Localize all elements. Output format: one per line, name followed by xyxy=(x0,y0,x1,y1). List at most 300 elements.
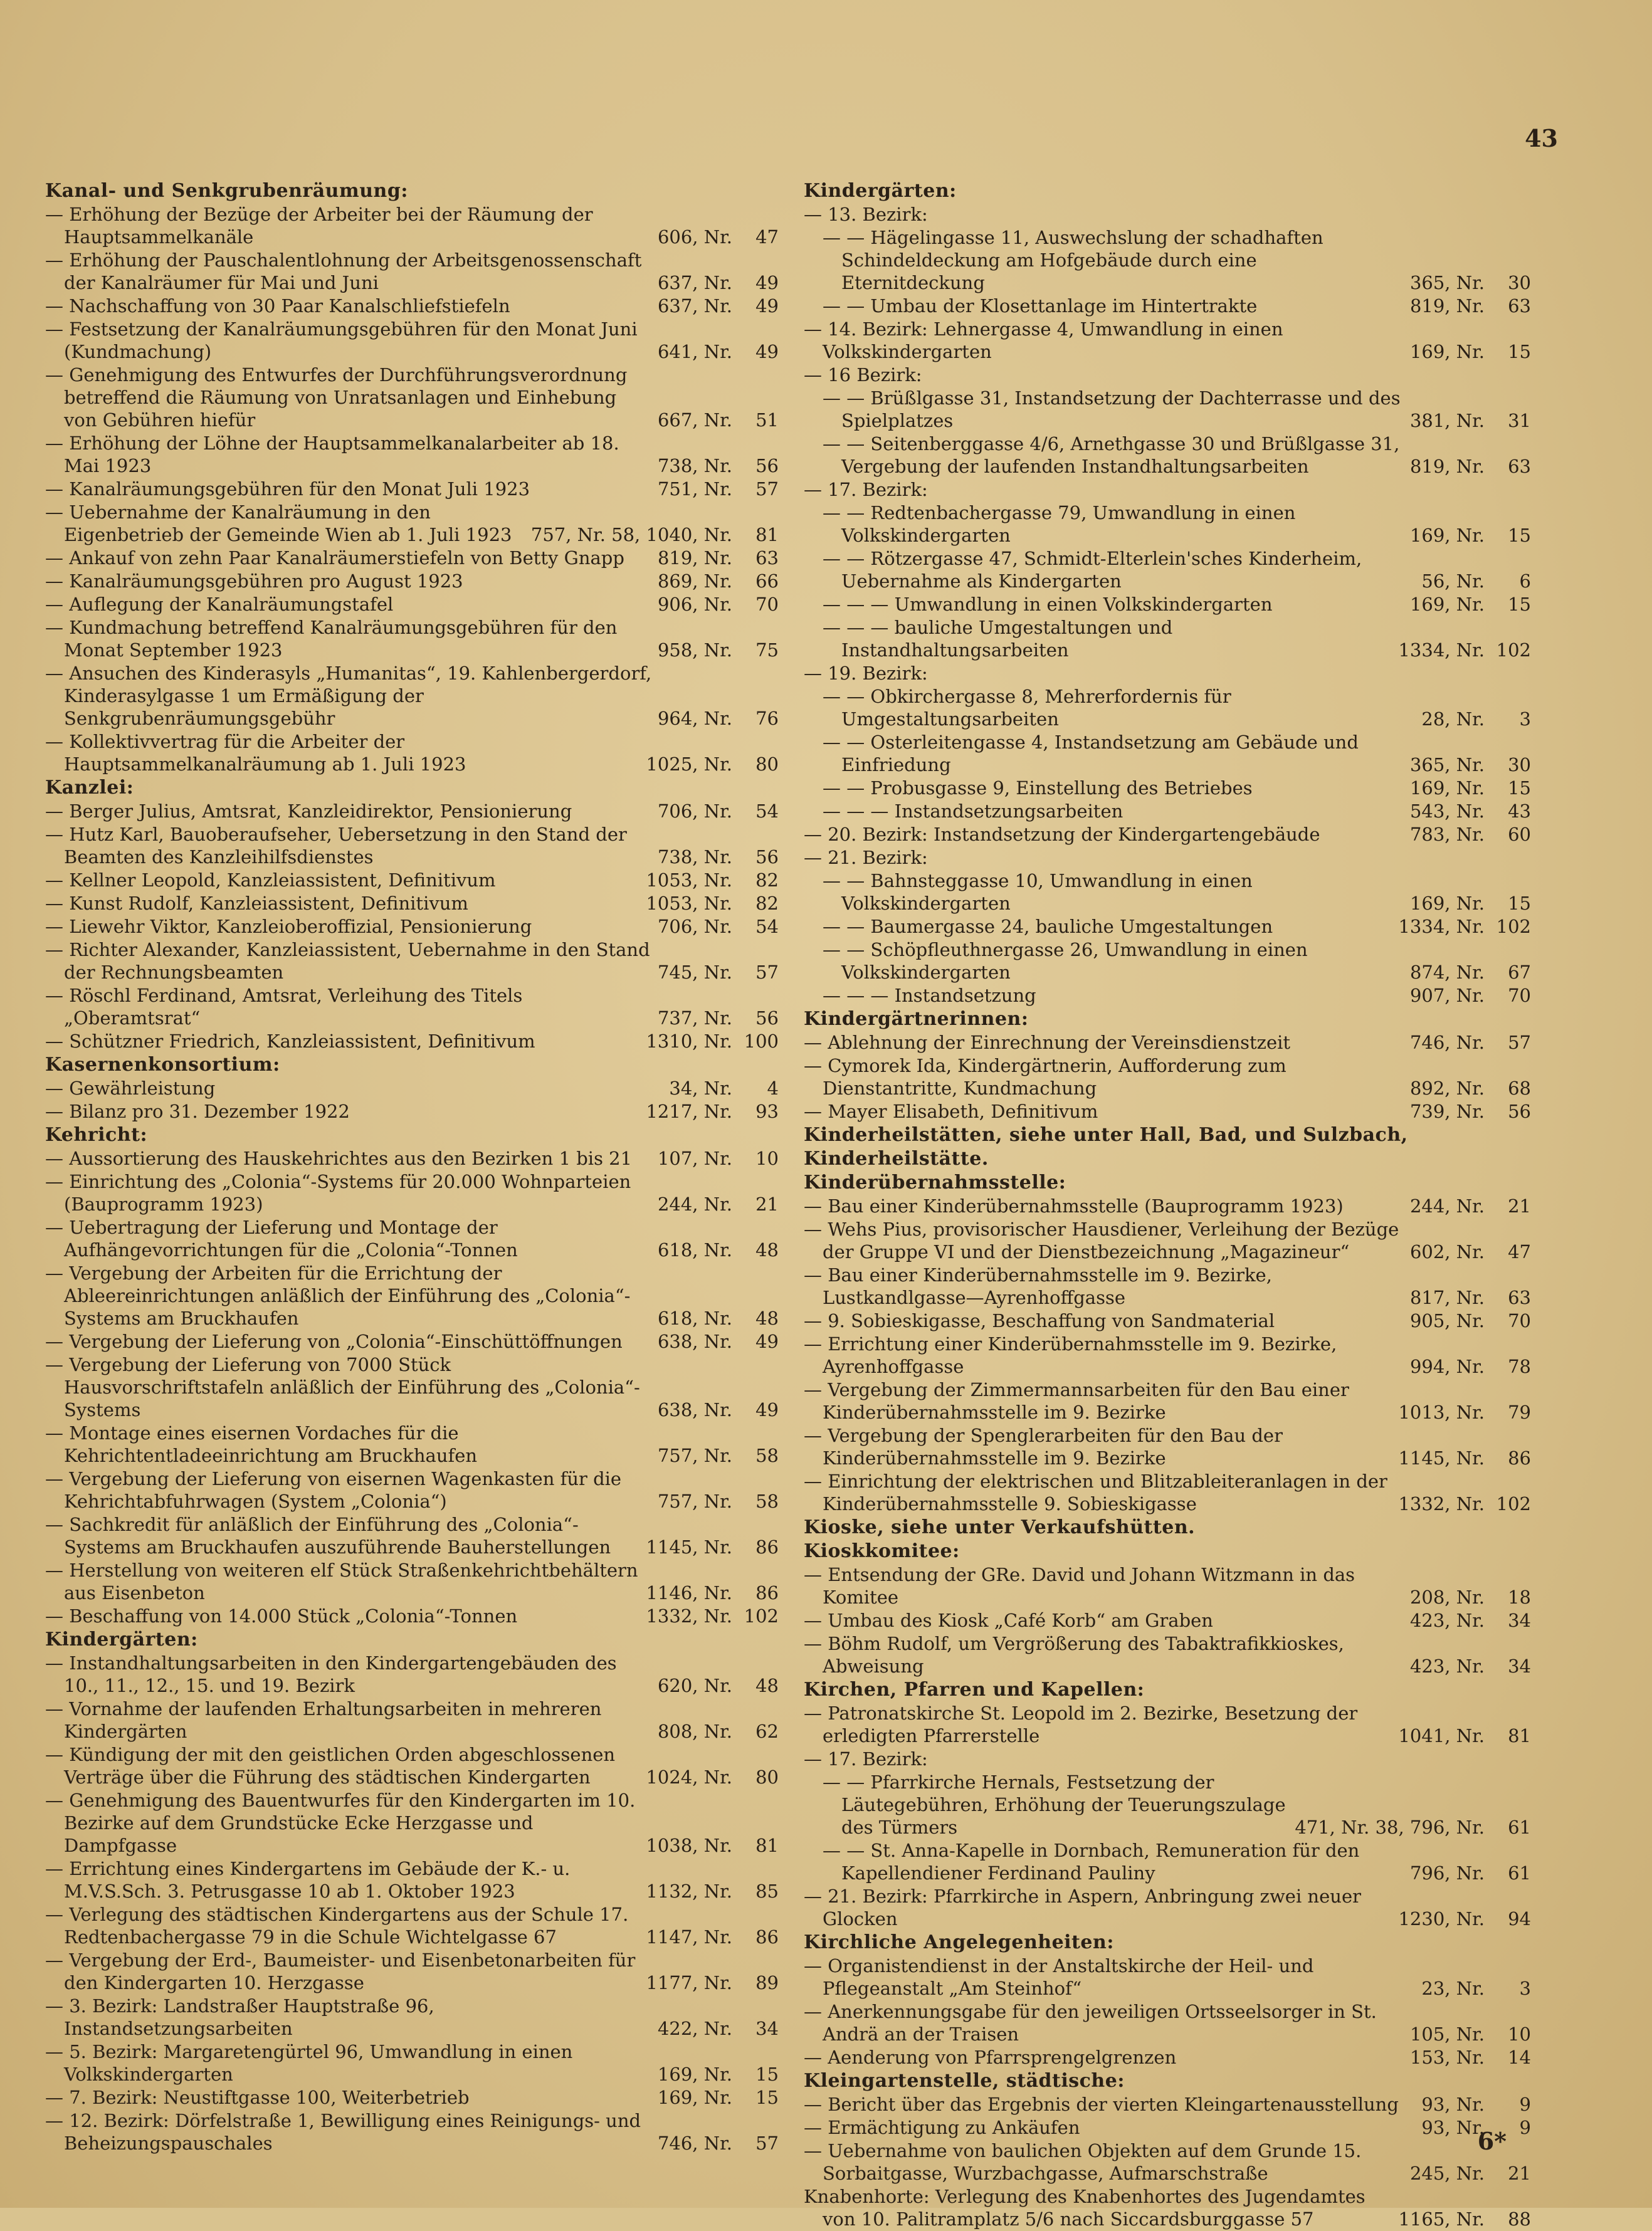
entry-page: 15 xyxy=(755,2064,779,2085)
entry-page: 56 xyxy=(755,1007,779,1029)
index-entry xyxy=(45,730,779,775)
entry-text: — Nachschaffung von 30 Paar Kanalschliefstiefeln xyxy=(45,295,510,317)
index-entry xyxy=(45,1513,779,1558)
entry-text: Knabenhorte: Verlegung des Knabenhortes des Jugendamtes von 10. Palitramplatz 5/6 nach Siccardsburggasse 57 xyxy=(804,2186,1365,2230)
entry-reference: 365, Nr. xyxy=(1409,272,1485,293)
entry-reference: 819, Nr. xyxy=(1409,295,1485,317)
entry-text: — Cymorek Ida, Kindergärtnerin, Aufforderung zum Dienstantritte, Kundmachung xyxy=(804,1055,1286,1099)
entry-text: — Organistendienst in der Anstaltskirche der Heil- und Pflegeanstalt „Am Steinhof“ xyxy=(804,1955,1314,1999)
entry-reference: 169, Nr. xyxy=(1409,893,1485,914)
page-number: 43 xyxy=(1525,124,1558,152)
entry-reference: 757, Nr. xyxy=(657,1491,732,1512)
entry-text: — 21. Bezirk: xyxy=(804,847,928,868)
index-entry xyxy=(804,1031,1531,1054)
entry-reference: 1217, Nr. xyxy=(646,1101,732,1122)
entry-page: 48 xyxy=(755,1239,779,1261)
entry-page: 9 xyxy=(1519,2117,1531,2138)
entry-text: — Vergebung der Lieferung von eisernen Wagenkasten für die Kehrichtabfuhrwagen (System „Colonia“) xyxy=(45,1468,622,1512)
index-entry xyxy=(45,1216,779,1261)
entry-reference: 423, Nr. xyxy=(1409,1656,1485,1677)
entry-reference: 746, Nr. xyxy=(1409,1032,1485,1053)
index-entry xyxy=(45,662,779,730)
entry-page: 88 xyxy=(1508,2208,1531,2230)
index-entry xyxy=(45,318,779,363)
entry-reference: 638, Nr. xyxy=(657,1399,732,1420)
entry-reference: 1332, Nr. xyxy=(1398,1493,1485,1514)
entry-reference: 1334, Nr. xyxy=(1398,916,1485,937)
left-column xyxy=(45,179,779,2155)
index-entry xyxy=(45,1422,779,1467)
index-entry xyxy=(45,1559,779,1604)
entry-reference: 381, Nr. xyxy=(1409,410,1485,431)
entry-page: 76 xyxy=(755,708,779,729)
entry-reference: 244, Nr. xyxy=(657,1194,732,1215)
entry-text: — Bau einer Kinderübernahmsstelle im 9. Bezirke, Lustkandlgasse—Ayrenhoffgasse xyxy=(804,1264,1272,1308)
index-entry xyxy=(804,869,1531,915)
entry-text: — Uebernahme von baulichen Objekten auf dem Grunde 15. Sorbaitgasse, Wurzbachgasse, Aufmarschstraße xyxy=(804,2140,1362,2184)
index-entry xyxy=(804,364,1531,386)
entry-reference: 422, Nr. xyxy=(657,2018,732,2039)
entry-page: 66 xyxy=(755,570,779,592)
entry-text: — Röschl Ferdinand, Amtsrat, Verleihung des Titels „Oberamtsrat“ xyxy=(45,985,523,1029)
entry-page: 89 xyxy=(755,1972,779,1993)
entry-reference: 169, Nr. xyxy=(1409,525,1485,546)
entry-page: 60 xyxy=(1508,824,1531,845)
entry-text: — Schützner Friedrich, Kanzleiassistent, Definitivum xyxy=(45,1031,535,1052)
entry-text: — 12. Bezirk: Dörfelstraße 1, Bewilligung eines Reinigungs- und Beheizungspauschales xyxy=(45,2110,641,2154)
entry-page: 49 xyxy=(755,295,779,317)
index-entry xyxy=(804,800,1531,822)
entry-text: — Umbau des Kiosk „Café Korb“ am Graben xyxy=(804,1610,1213,1631)
index-entry xyxy=(45,823,779,868)
section-heading: Kinderheilstätten, siehe unter Hall, Bad, und Sulzbach, Kinderheilstätte. xyxy=(804,1124,1408,1170)
entry-text: — — Osterleitengasse 4, Instandsetzung am Gebäude und Einfriedung xyxy=(823,732,1359,775)
entry-text: — Aussortierung des Hauskehrichtes aus den Bezirken 1 bis 21 xyxy=(45,1148,633,1169)
entry-page: 61 xyxy=(1508,1862,1531,1884)
entry-reference: 93, Nr. xyxy=(1421,2117,1485,2138)
footer-mark: 6* xyxy=(1477,2127,1507,2155)
entry-reference: 471, Nr. 38, 796, Nr. xyxy=(1295,1817,1485,1838)
index-entry xyxy=(804,1748,1531,1770)
entry-page: 56 xyxy=(755,846,779,868)
entry-reference: 796, Nr. xyxy=(1409,1862,1485,1884)
entry-reference: 783, Nr. xyxy=(1409,824,1485,845)
entry-page: 81 xyxy=(755,1835,779,1856)
entry-reference: 746, Nr. xyxy=(657,2133,732,2154)
section-heading: Kanal- und Senkgrubenräumung: xyxy=(45,180,408,202)
index-entry xyxy=(804,984,1531,1007)
index-entry xyxy=(45,1789,779,1857)
entry-text: — Mayer Elisabeth, Definitivum xyxy=(804,1101,1098,1122)
entry-text: — Instandhaltungsarbeiten in den Kindergartengebäuden des 10., 11., 12., 15. und 19. Bezirk xyxy=(45,1652,617,1696)
index-entry xyxy=(804,2116,1531,2139)
entry-page: 78 xyxy=(1508,1356,1531,1377)
entry-page: 56 xyxy=(755,455,779,476)
index-entry xyxy=(804,478,1531,501)
entry-page: 6 xyxy=(1519,570,1531,592)
section-heading: Kioske, siehe unter Verkaufshütten. xyxy=(804,1516,1196,1538)
index-entry xyxy=(804,1218,1531,1263)
entry-text: — Liewehr Viktor, Kanzleioberoffizial, Pensionierung xyxy=(45,916,532,937)
entry-reference: 757, Nr. xyxy=(657,1445,732,1466)
index-entry xyxy=(804,846,1531,869)
entry-reference: 757, Nr. 58, 1040, Nr. xyxy=(530,524,732,545)
entry-page: 15 xyxy=(1508,525,1531,546)
entry-page: 85 xyxy=(755,1881,779,1902)
entry-text: — Kunst Rudolf, Kanzleiassistent, Definitivum xyxy=(45,893,468,914)
entry-page: 15 xyxy=(1508,893,1531,914)
entry-reference: 618, Nr. xyxy=(657,1308,732,1329)
entry-page: 34 xyxy=(1508,1656,1531,1677)
entry-reference: 543, Nr. xyxy=(1409,801,1485,822)
entry-reference: 637, Nr. xyxy=(657,272,732,293)
entry-text: — Uebertragung der Lieferung und Montage der Aufhängevorrichtungen für die „Colonia“-Tonnen xyxy=(45,1217,518,1261)
entry-page: 49 xyxy=(755,1399,779,1420)
entry-text: — Kollektivvertrag für die Arbeiter der Hauptsammelkanalräumung ab 1. Juli 1923 xyxy=(45,731,466,775)
entry-text: — — Obkirchergasse 8, Mehrerfordernis für Umgestaltungsarbeiten xyxy=(823,686,1231,730)
index-entry xyxy=(804,1632,1531,1677)
entry-page: 47 xyxy=(755,226,779,248)
index-entry xyxy=(45,1077,779,1100)
entry-text: — Berger Julius, Amtsrat, Kanzleidirektor, Pensionierung xyxy=(45,801,572,822)
index-entry xyxy=(804,1885,1531,1930)
index-entry xyxy=(45,1262,779,1330)
index-entry xyxy=(45,2086,779,2109)
entry-reference: 745, Nr. xyxy=(657,962,732,983)
index-entry xyxy=(45,1353,779,1421)
entry-reference: 1334, Nr. xyxy=(1398,639,1485,661)
entry-reference: 641, Nr. xyxy=(657,341,732,362)
entry-page: 82 xyxy=(755,869,779,891)
entry-text: — Entsendung der GRe. David und Johann Witzmann in das Komitee xyxy=(804,1564,1355,1608)
entry-page: 15 xyxy=(755,2087,779,2108)
index-entry xyxy=(45,1743,779,1788)
entry-reference: 819, Nr. xyxy=(1409,456,1485,477)
entry-text: — — — bauliche Umgestaltungen und Instandhaltungsarbeiten xyxy=(823,617,1173,661)
entry-page: 10 xyxy=(755,1148,779,1169)
index-entry xyxy=(45,1100,779,1123)
index-entry xyxy=(804,203,1531,226)
section-heading: Kindergärtnerinnen: xyxy=(804,1008,1029,1030)
entry-page: 80 xyxy=(755,1766,779,1788)
index-entry xyxy=(45,593,779,616)
entry-page: 18 xyxy=(1508,1587,1531,1608)
entry-reference: 1132, Nr. xyxy=(646,1881,732,1902)
entry-text: — Ansuchen des Kinderasyls „Humanitas“, 19. Kahlenbergerdorf, Kinderasylgasse 1 um Ermäßigung der Senkgrubenräumungsgebühr xyxy=(45,663,652,729)
entry-reference: 169, Nr. xyxy=(1409,594,1485,615)
entry-page: 93 xyxy=(755,1101,779,1122)
entry-page: 49 xyxy=(755,1331,779,1352)
entry-reference: 817, Nr. xyxy=(1409,1287,1485,1308)
section-heading: Kirchen, Pfarren und Kapellen: xyxy=(804,1679,1145,1701)
right-column xyxy=(804,179,1531,2231)
entry-reference: 620, Nr. xyxy=(657,1675,732,1696)
entry-reference: 874, Nr. xyxy=(1409,962,1485,983)
entry-text: — — Hägelingasse 11, Auswechslung der schadhaften Schindeldeckung am Hofgebäude durch eine Eternitdeckung xyxy=(823,227,1323,293)
entry-page: 48 xyxy=(755,1675,779,1696)
entry-page: 70 xyxy=(1508,1310,1531,1331)
entry-text: — — — Umwandlung in einen Volkskindergarten xyxy=(823,594,1273,615)
entry-reference: 423, Nr. xyxy=(1409,1610,1485,1631)
entry-reference: 1053, Nr. xyxy=(646,869,732,891)
entry-reference: 706, Nr. xyxy=(657,916,732,937)
entry-page: 102 xyxy=(744,1605,779,1627)
entry-page: 15 xyxy=(1508,777,1531,799)
entry-text: — Aenderung von Pfarrsprengelgrenzen xyxy=(804,2047,1177,2068)
index-entry xyxy=(45,295,779,317)
entry-text: — Ablehnung der Einrechnung der Vereinsdienstzeit xyxy=(804,1032,1291,1053)
section-heading: Kanzlei: xyxy=(45,777,134,799)
index-entry xyxy=(804,1470,1531,1515)
index-entry xyxy=(45,938,779,984)
entry-reference: 34, Nr. xyxy=(669,1078,732,1099)
entry-page: 34 xyxy=(1508,1610,1531,1631)
entry-text: — 3. Bezirk: Landstraßer Hauptstraße 96, Instandsetzungsarbeiten xyxy=(45,1995,434,2039)
entry-page: 75 xyxy=(755,639,779,661)
entry-page: 63 xyxy=(1508,1287,1531,1308)
index-entry xyxy=(804,318,1531,363)
entry-page: 63 xyxy=(1508,295,1531,317)
index-entry xyxy=(804,501,1531,547)
entry-page: 15 xyxy=(1508,594,1531,615)
entry-reference: 637, Nr. xyxy=(657,295,732,317)
index-entry xyxy=(45,478,779,500)
entry-reference: 964, Nr. xyxy=(657,708,732,729)
entry-text: — 20. Bezirk: Instandsetzung der Kindergartengebäude xyxy=(804,824,1320,845)
index-entry xyxy=(45,2040,779,2086)
entry-reference: 751, Nr. xyxy=(657,478,732,500)
entry-page: 48 xyxy=(755,1308,779,1329)
entry-page: 56 xyxy=(1508,1101,1531,1122)
entry-reference: 994, Nr. xyxy=(1409,1356,1485,1377)
entry-page: 49 xyxy=(755,272,779,293)
entry-reference: 819, Nr. xyxy=(657,547,732,569)
index-entry xyxy=(45,249,779,294)
index-entry xyxy=(45,1698,779,1743)
index-entry xyxy=(804,1054,1531,1100)
index-entry xyxy=(45,869,779,891)
entry-text: — — Umbau der Klosettanlage im Hintertrakte xyxy=(823,295,1258,317)
entry-page: 9 xyxy=(1519,2094,1531,2115)
entry-page: 86 xyxy=(755,1536,779,1558)
entry-reference: 245, Nr. xyxy=(1409,2163,1485,2184)
index-entry xyxy=(45,800,779,822)
entry-page: 86 xyxy=(755,1926,779,1948)
entry-reference: 667, Nr. xyxy=(657,409,732,431)
entry-reference: 907, Nr. xyxy=(1409,985,1485,1006)
entry-text: — Ermächtigung zu Ankäufen xyxy=(804,2117,1080,2138)
entry-reference: 244, Nr. xyxy=(1409,1195,1485,1217)
entry-reference: 1024, Nr. xyxy=(646,1766,732,1788)
entry-page: 63 xyxy=(755,547,779,569)
index-entry xyxy=(804,616,1531,661)
index-entry xyxy=(804,1195,1531,1217)
entry-reference: 1146, Nr. xyxy=(646,1582,732,1604)
entry-text: — Kundmachung betreffend Kanalräumungsgebühren für den Monat September 1923 xyxy=(45,617,618,661)
index-entry xyxy=(45,1030,779,1053)
entry-text: — Sachkredit für anläßlich der Einführung des „Colonia“-Systems am Bruckhaufen auszuführende Bauherstellungen xyxy=(45,1514,611,1558)
entry-reference: 602, Nr. xyxy=(1409,1241,1485,1262)
entry-page: 70 xyxy=(755,594,779,615)
entry-page: 82 xyxy=(755,893,779,914)
entry-reference: 906, Nr. xyxy=(657,594,732,615)
entry-page: 67 xyxy=(1508,962,1531,983)
entry-reference: 107, Nr. xyxy=(657,1148,732,1169)
entry-reference: 1041, Nr. xyxy=(1398,1725,1485,1746)
entry-text: — — Bahnsteggasse 10, Umwandlung in einen Volkskindergarten xyxy=(823,870,1253,914)
entry-reference: 706, Nr. xyxy=(657,801,732,822)
entry-reference: 56, Nr. xyxy=(1421,570,1485,592)
entry-text: — 17. Bezirk: xyxy=(804,1748,928,1770)
entry-text: — Vergebung der Arbeiten für die Errichtung der Ableereinrichtungen anläßlich der Einführung des „Colonia“-Systems am Bruckhaufen xyxy=(45,1262,631,1329)
index-entry xyxy=(45,364,779,431)
entry-text: — Erhöhung der Bezüge der Arbeiter bei der Räumung der Hauptsammelkanäle xyxy=(45,204,593,248)
entry-page: 3 xyxy=(1519,1978,1531,1999)
index-entry xyxy=(804,1424,1531,1469)
entry-text: — Bericht über das Ergebnis der vierten Kleingartenausstellung xyxy=(804,2094,1399,2115)
entry-page: 4 xyxy=(767,1078,779,1099)
entry-page: 86 xyxy=(1508,1447,1531,1469)
section-heading: Kasernenkonsortium: xyxy=(45,1054,280,1076)
entry-text: — 16 Bezirk: xyxy=(804,364,922,386)
index-entry xyxy=(45,1857,779,1903)
index-entry xyxy=(45,547,779,569)
entry-reference: 365, Nr. xyxy=(1409,754,1485,775)
entry-page: 15 xyxy=(1508,341,1531,362)
entry-text: — Patronatskirche St. Leopold im 2. Bezirke, Besetzung der erledigten Pfarrerstelle xyxy=(804,1703,1358,1746)
index-entry xyxy=(804,2139,1531,2185)
index-entry xyxy=(804,1771,1531,1839)
index-entry xyxy=(45,1170,779,1215)
entry-text: — Wehs Pius, provisorischer Hausdiener, Verleihung der Bezüge der Gruppe VI und der Dienstbezeichnung „Magazineur“ xyxy=(804,1219,1399,1262)
entry-text: — Genehmigung des Bauentwurfes für den Kindergarten im 10. Bezirke auf dem Grundstücke Ecke Herzgasse und Dampfgasse xyxy=(45,1790,636,1856)
entry-text: — — — Instandsetzung xyxy=(823,985,1036,1006)
entry-page: 58 xyxy=(755,1445,779,1466)
entry-reference: 905, Nr. xyxy=(1409,1310,1485,1331)
entry-page: 31 xyxy=(1508,410,1531,431)
index-entry xyxy=(45,1147,779,1170)
entry-text: — Kündigung der mit den geistlichen Orden abgeschlossenen Verträge über die Führung des städtischen Kindergarten xyxy=(45,1744,616,1788)
index-entry xyxy=(45,616,779,661)
entry-text: — 17. Bezirk: xyxy=(804,479,928,500)
index-entry xyxy=(804,2093,1531,2116)
entry-text: — — Baumergasse 24, bauliche Umgestaltungen xyxy=(823,916,1273,937)
index-entry xyxy=(804,295,1531,317)
entry-text: — — Redtenbachergasse 79, Umwandlung in einen Volkskindergarten xyxy=(823,502,1296,546)
entry-text: — Vergebung der Lieferung von 7000 Stück Hausvorschriftstafeln anläßlich der Einführung des „Colonia“-Systems xyxy=(45,1354,640,1420)
entry-page: 54 xyxy=(755,801,779,822)
entry-text: — Genehmigung des Entwurfes der Durchführungsverordnung betreffend die Räumung von Unratsanlagen und Einhebung von Gebühren hiefür xyxy=(45,364,628,431)
entry-reference: 737, Nr. xyxy=(657,1007,732,1029)
entry-text: — Gewährleistung xyxy=(45,1078,216,1099)
entry-text: — Ankauf von zehn Paar Kanalräumerstiefeln von Betty Gnapp xyxy=(45,547,624,569)
entry-reference: 1310, Nr. xyxy=(646,1031,732,1052)
entry-text: — Vornahme der laufenden Erhaltungsarbeiten in mehreren Kindergärten xyxy=(45,1698,602,1742)
entry-page: 30 xyxy=(1508,754,1531,775)
entry-text: — Verlegung des städtischen Kindergartens aus der Schule 17. Redtenbachergasse 79 in die Schule Wichtelgasse 67 xyxy=(45,1904,629,1948)
index-entry xyxy=(45,1330,779,1353)
index-entry xyxy=(804,1702,1531,1747)
entry-text: — Kanalräumungsgebühren für den Monat Juli 1923 xyxy=(45,478,530,500)
index-entry xyxy=(45,1652,779,1697)
entry-page: 57 xyxy=(755,962,779,983)
index-entry xyxy=(45,1467,779,1513)
section-heading: Kinderübernahmsstelle: xyxy=(804,1172,1066,1194)
index-entry xyxy=(804,731,1531,776)
index-entry xyxy=(804,1333,1531,1378)
entry-text: — 7. Bezirk: Neustiftgasse 100, Weiterbetrieb xyxy=(45,2087,470,2108)
entry-page: 102 xyxy=(1496,1493,1531,1514)
entry-reference: 808, Nr. xyxy=(657,1721,732,1742)
entry-text: — Bilanz pro 31. Dezember 1922 xyxy=(45,1101,350,1122)
index-entry xyxy=(804,777,1531,799)
entry-text: — Einrichtung des „Colonia“-Systems für 20.000 Wohnparteien (Bauprogramm 1923) xyxy=(45,1171,631,1215)
entry-page: 10 xyxy=(1508,2024,1531,2045)
entry-page: 3 xyxy=(1519,708,1531,730)
entry-text: — — — Instandsetzungsarbeiten xyxy=(823,801,1123,822)
entry-text: — Kanalräumungsgebühren pro August 1923 xyxy=(45,570,463,592)
entry-text: — 19. Bezirk: xyxy=(804,663,928,684)
entry-reference: 1053, Nr. xyxy=(646,893,732,914)
entry-reference: 1332, Nr. xyxy=(646,1605,732,1627)
entry-text: — Vergebung der Zimmermannsarbeiten für den Bau einer Kinderübernahmsstelle im 9. Bezirke xyxy=(804,1379,1349,1423)
entry-reference: 93, Nr. xyxy=(1421,2094,1485,2115)
entry-page: 80 xyxy=(755,753,779,775)
index-entry xyxy=(804,1264,1531,1309)
index-entry xyxy=(804,1310,1531,1332)
index-entry xyxy=(45,1903,779,1948)
entry-page: 102 xyxy=(1496,639,1531,661)
index-entry xyxy=(804,1609,1531,1632)
entry-page: 62 xyxy=(755,1721,779,1742)
index-entry xyxy=(45,501,779,546)
entry-text: — Erhöhung der Pauschalentlohnung der Arbeitsgenossenschaft der Kanalräumer für Mai und Juni xyxy=(45,249,642,293)
index-entry xyxy=(804,685,1531,730)
entry-text: — Vergebung der Lieferung von „Colonia“-Einschüttöffnungen xyxy=(45,1331,623,1352)
index-entry xyxy=(45,915,779,938)
entry-reference: 169, Nr. xyxy=(1409,777,1485,799)
index-entry xyxy=(45,203,779,248)
entry-reference: 1145, Nr. xyxy=(1398,1447,1485,1469)
entry-text: — Richter Alexander, Kanzleiassistent, Uebernahme in den Stand der Rechnungsbeamten xyxy=(45,939,650,983)
entry-page: 94 xyxy=(1508,1908,1531,1929)
entry-reference: 606, Nr. xyxy=(657,226,732,248)
index-entry xyxy=(804,1955,1531,2000)
entry-page: 54 xyxy=(755,916,779,937)
section-heading: Kehricht: xyxy=(45,1124,148,1146)
entry-reference: 1025, Nr. xyxy=(646,753,732,775)
entry-page: 21 xyxy=(755,1194,779,1215)
entry-page: 102 xyxy=(1496,916,1531,937)
entry-page: 21 xyxy=(1508,1195,1531,1217)
entry-text: — Vergebung der Spenglerarbeiten für den Bau der Kinderübernahmsstelle im 9. Bezirke xyxy=(804,1425,1283,1469)
entry-text: — Erhöhung der Löhne der Hauptsammelkanalarbeiter ab 18. Mai 1923 xyxy=(45,433,619,476)
index-entry xyxy=(45,984,779,1029)
entry-page: 47 xyxy=(1508,1241,1531,1262)
index-entry xyxy=(804,226,1531,294)
index-entry xyxy=(45,432,779,477)
entry-reference: 958, Nr. xyxy=(657,639,732,661)
entry-reference: 169, Nr. xyxy=(657,2064,732,2085)
entry-page: 49 xyxy=(755,341,779,362)
entry-page: 61 xyxy=(1508,1817,1531,1838)
entry-page: 30 xyxy=(1508,272,1531,293)
entry-reference: 638, Nr. xyxy=(657,1331,732,1352)
entry-page: 57 xyxy=(755,2133,779,2154)
entry-text: — Vergebung der Erd-, Baumeister- und Eisenbetonarbeiten für den Kindergarten 10. Herzgasse xyxy=(45,1950,636,1993)
entry-reference: 738, Nr. xyxy=(657,455,732,476)
index-entry xyxy=(804,1100,1531,1123)
